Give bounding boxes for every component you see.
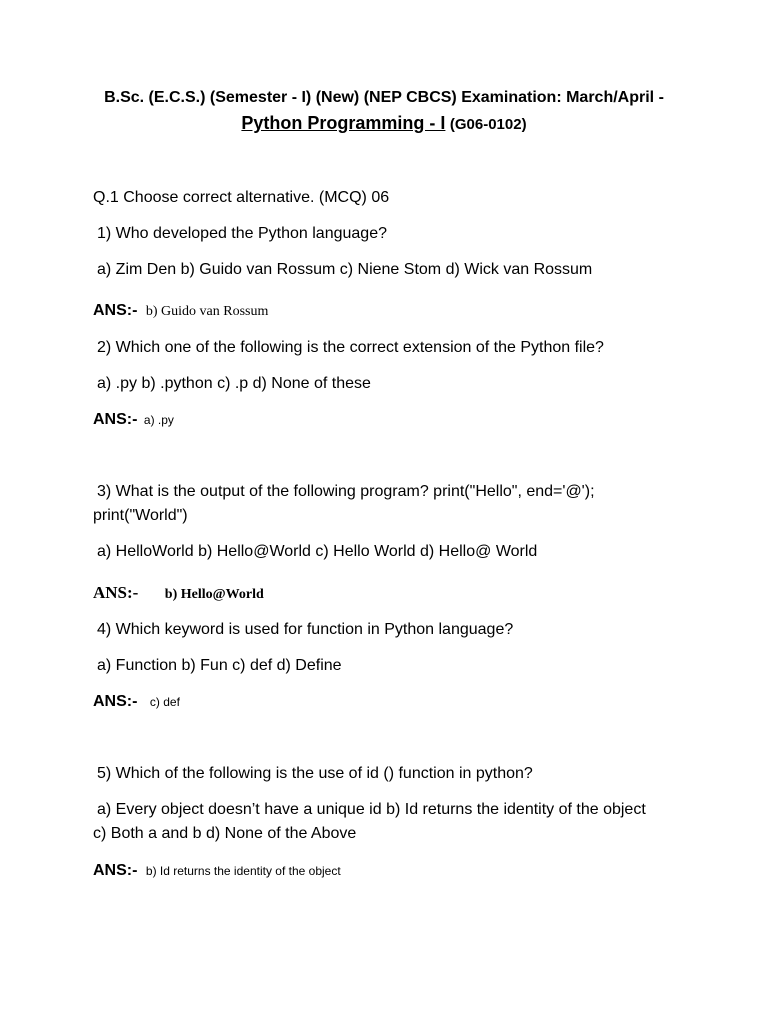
subject-code: (G06-0102)	[449, 116, 527, 133]
answer-text: b) Hello@World	[164, 587, 264, 602]
question-1-options: a) Zim Den b) Guido van Rossum c) Niene Stom d) Wick van Rossum	[97, 261, 593, 278]
answer-text: b) Id returns the identity of the object	[145, 864, 341, 878]
question-1-text: 1) Who developed the Python language?	[97, 225, 387, 242]
answer-label: ANS:-	[93, 693, 138, 710]
exam-title: B.Sc. (E.C.S.) (Semester - I) (New) (NEP CBCS) Examination: March/April -	[104, 89, 664, 106]
answer-text: b) Guido van Rossum	[145, 304, 269, 319]
section-heading: Q.1 Choose correct alternative. (MCQ) 06	[93, 189, 390, 206]
question-3-text-line2: print("World")	[93, 507, 188, 524]
subject-title: Python Programming - I	[241, 113, 446, 133]
question-5-options-line2: c) Both a and b d) None of the Above	[93, 825, 357, 842]
answer-label: ANS:-	[93, 411, 138, 428]
answer-label: ANS:-	[93, 583, 139, 602]
question-4-options: a) Function b) Fun c) def d) Define	[97, 657, 342, 674]
answer-text: a) .py	[143, 413, 174, 427]
answer-text: c) def	[149, 695, 180, 709]
question-4-text: 4) Which keyword is used for function in Python language?	[97, 621, 514, 638]
question-5-answer	[93, 861, 341, 881]
question-5-options-line1: a) Every object doesn’t have a unique id b) Id returns the identity of the object	[97, 801, 646, 818]
question-4-answer	[93, 692, 180, 712]
question-3-options: a) HelloWorld b) Hello@World c) Hello World d) Hello@ World	[97, 543, 538, 560]
question-2-answer	[93, 410, 174, 430]
answer-label: ANS:-	[93, 862, 138, 879]
question-3-answer	[93, 583, 264, 605]
question-3-text-line1: 3) What is the output of the following program? print("Hello", end='@');	[97, 483, 595, 500]
question-2-text: 2) Which one of the following is the correct extension of the Python file?	[97, 339, 604, 356]
answer-label: ANS:-	[93, 302, 138, 319]
question-2-options: a) .py b) .python c) .p d) None of these	[97, 375, 371, 392]
question-1-answer	[93, 301, 268, 322]
subject-heading	[0, 113, 768, 135]
question-5-text: 5) Which of the following is the use of id () function in python?	[97, 765, 533, 782]
